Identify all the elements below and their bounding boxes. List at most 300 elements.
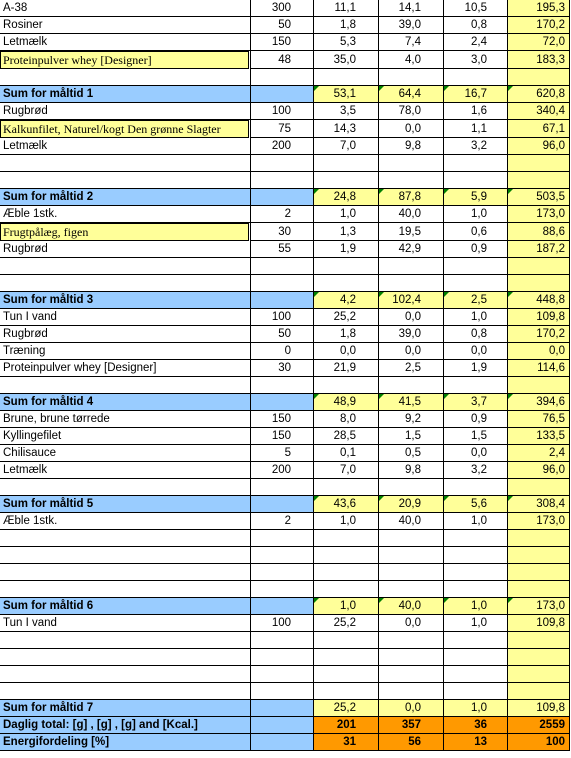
kcal-cell[interactable] — [508, 530, 570, 547]
fat-cell[interactable]: 0,0 — [444, 445, 508, 462]
food-name-cell[interactable]: Sum for måltid 1 — [0, 86, 250, 103]
fat-cell[interactable] — [444, 632, 508, 649]
fat-cell[interactable] — [444, 479, 508, 496]
fat-cell[interactable]: 0,8 — [444, 17, 508, 34]
food-name-cell[interactable]: Tun I vand — [0, 309, 250, 326]
fat-cell[interactable]: 1,0 — [444, 309, 508, 326]
food-name-cell[interactable] — [0, 258, 250, 275]
meal-sum-row — [0, 598, 571, 615]
amount-cell[interactable]: 300 — [250, 0, 314, 17]
kcal-cell[interactable]: 173,0 — [508, 206, 570, 223]
kcal-cell[interactable]: 173,0 — [508, 513, 570, 530]
food-name-cell[interactable]: Kyllingefilet — [0, 428, 250, 445]
food-row — [0, 103, 571, 120]
food-row — [0, 615, 571, 632]
food-row — [0, 343, 571, 360]
amount-cell[interactable]: 30 — [250, 360, 314, 377]
protein-cell[interactable]: 31 — [314, 734, 379, 751]
kcal-cell[interactable] — [508, 666, 570, 683]
food-name-cell[interactable] — [0, 275, 250, 292]
carb-cell[interactable]: 40,0 — [379, 598, 444, 615]
carb-cell[interactable]: 14,1 — [379, 0, 444, 17]
empty-row — [0, 530, 571, 547]
kcal-cell[interactable]: 96,0 — [508, 462, 570, 479]
amount-cell[interactable] — [250, 700, 314, 717]
fat-cell[interactable]: 1,0 — [444, 206, 508, 223]
food-name-cell[interactable] — [0, 547, 250, 564]
kcal-cell[interactable] — [508, 155, 570, 172]
food-row — [0, 0, 571, 17]
carb-cell[interactable] — [379, 581, 444, 598]
food-name-cell[interactable]: Æble 1stk. — [0, 513, 250, 530]
carb-cell[interactable]: 1,5 — [379, 428, 444, 445]
kcal-cell[interactable] — [508, 172, 570, 189]
amount-cell[interactable]: 100 — [250, 615, 314, 632]
amount-cell[interactable]: 150 — [250, 34, 314, 51]
food-row — [0, 326, 571, 343]
meal-sum-row — [0, 189, 571, 206]
fat-cell[interactable]: 1,6 — [444, 103, 508, 120]
carb-cell[interactable] — [379, 666, 444, 683]
carb-cell[interactable]: 87,8 — [379, 189, 444, 206]
protein-cell[interactable]: 14,3 — [314, 120, 379, 138]
fat-cell[interactable] — [444, 155, 508, 172]
carb-cell[interactable]: 20,9 — [379, 496, 444, 513]
amount-cell[interactable] — [250, 717, 314, 734]
protein-cell[interactable]: 4,2 — [314, 292, 379, 309]
food-name-cell[interactable]: Sum for måltid 3 — [0, 292, 250, 309]
protein-cell[interactable] — [314, 530, 379, 547]
kcal-cell[interactable] — [508, 479, 570, 496]
fat-cell[interactable] — [444, 649, 508, 666]
protein-cell[interactable] — [314, 275, 379, 292]
food-name-cell[interactable]: Rosiner — [0, 17, 250, 34]
empty-row — [0, 172, 571, 189]
fat-cell[interactable]: 1,0 — [444, 700, 508, 717]
food-name-cell[interactable] — [0, 530, 250, 547]
kcal-cell[interactable]: 308,4 — [508, 496, 570, 513]
food-name-cell[interactable] — [0, 172, 250, 189]
kcal-cell[interactable] — [508, 377, 570, 394]
carb-cell[interactable]: 2,5 — [379, 360, 444, 377]
amount-cell[interactable] — [250, 530, 314, 547]
food-row — [0, 241, 571, 258]
protein-cell[interactable] — [314, 666, 379, 683]
carb-cell[interactable]: 39,0 — [379, 17, 444, 34]
fat-cell[interactable]: 5,9 — [444, 189, 508, 206]
food-name-cell[interactable] — [0, 632, 250, 649]
kcal-cell[interactable]: 187,2 — [508, 241, 570, 258]
protein-cell[interactable] — [314, 172, 379, 189]
kcal-cell[interactable]: 0,0 — [508, 343, 570, 360]
amount-cell[interactable] — [250, 598, 314, 615]
kcal-cell[interactable]: 67,1 — [508, 120, 570, 138]
fat-cell[interactable]: 0,0 — [444, 343, 508, 360]
amount-cell[interactable] — [250, 394, 314, 411]
amount-cell[interactable] — [250, 86, 314, 103]
protein-cell[interactable] — [314, 377, 379, 394]
carb-cell[interactable]: 9,8 — [379, 138, 444, 155]
food-name-cell[interactable]: Energifordeling [%] — [0, 734, 250, 751]
protein-cell[interactable]: 5,3 — [314, 34, 379, 51]
carb-cell[interactable]: 19,5 — [379, 223, 444, 241]
amount-cell[interactable] — [250, 258, 314, 275]
fat-cell[interactable] — [444, 666, 508, 683]
fat-cell[interactable] — [444, 69, 508, 86]
carb-cell[interactable]: 40,0 — [379, 206, 444, 223]
amount-cell[interactable] — [250, 496, 314, 513]
carb-cell[interactable] — [379, 275, 444, 292]
protein-cell[interactable]: 7,0 — [314, 462, 379, 479]
kcal-cell[interactable] — [508, 258, 570, 275]
amount-cell[interactable]: 0 — [250, 343, 314, 360]
carb-cell[interactable] — [379, 69, 444, 86]
carb-cell[interactable] — [379, 172, 444, 189]
fat-cell[interactable] — [444, 581, 508, 598]
protein-cell[interactable]: 25,2 — [314, 615, 379, 632]
protein-cell[interactable] — [314, 547, 379, 564]
kcal-cell[interactable]: 183,3 — [508, 51, 570, 69]
food-row — [0, 34, 571, 51]
carb-cell[interactable]: 102,4 — [379, 292, 444, 309]
kcal-cell[interactable]: 340,4 — [508, 103, 570, 120]
carb-cell[interactable]: 41,5 — [379, 394, 444, 411]
protein-cell[interactable]: 8,0 — [314, 411, 379, 428]
fat-cell[interactable]: 0,6 — [444, 223, 508, 241]
carb-cell[interactable]: 7,4 — [379, 34, 444, 51]
protein-cell[interactable]: 28,5 — [314, 428, 379, 445]
amount-cell[interactable] — [250, 377, 314, 394]
food-name-cell[interactable] — [0, 564, 250, 581]
carb-cell[interactable] — [379, 649, 444, 666]
amount-cell[interactable] — [250, 632, 314, 649]
total-row — [0, 734, 571, 751]
fat-cell[interactable]: 3,2 — [444, 138, 508, 155]
carb-cell[interactable]: 0,0 — [379, 343, 444, 360]
amount-cell[interactable] — [250, 155, 314, 172]
amount-cell[interactable] — [250, 683, 314, 700]
empty-row — [0, 632, 571, 649]
amount-cell[interactable]: 75 — [250, 120, 314, 138]
carb-cell[interactable] — [379, 258, 444, 275]
carb-cell[interactable]: 78,0 — [379, 103, 444, 120]
kcal-cell[interactable] — [508, 683, 570, 700]
fat-cell[interactable]: 1,5 — [444, 428, 508, 445]
kcal-cell[interactable]: 109,8 — [508, 615, 570, 632]
carb-cell[interactable] — [379, 564, 444, 581]
meal-sum-row — [0, 86, 571, 103]
food-name-cell[interactable] — [0, 649, 250, 666]
fat-cell[interactable]: 1,0 — [444, 615, 508, 632]
amount-cell[interactable] — [250, 275, 314, 292]
food-row — [0, 445, 571, 462]
food-name-cell[interactable]: Daglig total: [g] , [g] , [g] and [Kcal.] — [0, 717, 250, 734]
food-name-cell[interactable]: Rugbrød — [0, 326, 250, 343]
protein-cell[interactable]: 1,0 — [314, 206, 379, 223]
kcal-cell[interactable] — [508, 547, 570, 564]
protein-cell[interactable]: 53,1 — [314, 86, 379, 103]
food-row — [0, 51, 571, 69]
protein-cell[interactable] — [314, 632, 379, 649]
amount-cell[interactable] — [250, 172, 314, 189]
kcal-cell[interactable]: 114,6 — [508, 360, 570, 377]
carb-cell[interactable]: 0,0 — [379, 120, 444, 138]
carb-cell[interactable] — [379, 683, 444, 700]
amount-cell[interactable] — [250, 666, 314, 683]
protein-cell[interactable] — [314, 69, 379, 86]
amount-cell[interactable]: 55 — [250, 241, 314, 258]
food-name-cell[interactable]: Brune, brune tørrede — [0, 411, 250, 428]
fat-cell[interactable]: 2,4 — [444, 34, 508, 51]
protein-cell[interactable]: 25,2 — [314, 700, 379, 717]
kcal-cell[interactable]: 76,5 — [508, 411, 570, 428]
protein-cell[interactable]: 1,0 — [314, 598, 379, 615]
food-name-cell[interactable]: Proteinpulver whey [Designer] — [0, 360, 250, 377]
protein-cell[interactable]: 1,8 — [314, 17, 379, 34]
kcal-cell[interactable]: 195,3 — [508, 0, 570, 17]
kcal-cell[interactable]: 133,5 — [508, 428, 570, 445]
protein-cell[interactable] — [314, 581, 379, 598]
food-row — [0, 120, 571, 138]
fat-cell[interactable] — [444, 683, 508, 700]
empty-row — [0, 377, 571, 394]
fat-cell[interactable]: 1,0 — [444, 513, 508, 530]
carb-cell[interactable]: 40,0 — [379, 513, 444, 530]
protein-cell[interactable] — [314, 258, 379, 275]
protein-cell[interactable]: 7,0 — [314, 138, 379, 155]
fat-cell[interactable]: 13 — [444, 734, 508, 751]
fat-cell[interactable]: 3,7 — [444, 394, 508, 411]
fat-cell[interactable] — [444, 258, 508, 275]
food-name-cell[interactable] — [0, 377, 250, 394]
food-name-cell[interactable] — [0, 155, 250, 172]
carb-cell[interactable]: 0,5 — [379, 445, 444, 462]
fat-cell[interactable]: 16,7 — [444, 86, 508, 103]
protein-cell[interactable]: 25,2 — [314, 309, 379, 326]
protein-cell[interactable]: 35,0 — [314, 51, 379, 69]
protein-cell[interactable]: 0,1 — [314, 445, 379, 462]
carb-cell[interactable] — [379, 547, 444, 564]
amount-cell[interactable]: 2 — [250, 206, 314, 223]
food-name-cell[interactable]: Sum for måltid 5 — [0, 496, 250, 513]
kcal-cell[interactable]: 72,0 — [508, 34, 570, 51]
amount-cell[interactable] — [250, 734, 314, 751]
carb-cell[interactable]: 357 — [379, 717, 444, 734]
fat-cell[interactable]: 3,2 — [444, 462, 508, 479]
kcal-cell[interactable]: 448,8 — [508, 292, 570, 309]
kcal-cell[interactable]: 96,0 — [508, 138, 570, 155]
carb-cell[interactable] — [379, 155, 444, 172]
empty-row — [0, 69, 571, 86]
protein-cell[interactable]: 24,8 — [314, 189, 379, 206]
food-row — [0, 411, 571, 428]
carb-cell[interactable]: 4,0 — [379, 51, 444, 69]
carb-cell[interactable] — [379, 479, 444, 496]
food-name-cell[interactable]: Sum for måltid 7 — [0, 700, 250, 717]
protein-cell[interactable]: 1,8 — [314, 326, 379, 343]
food-name-cell[interactable]: Frugtpålæg, figen — [0, 223, 249, 241]
food-name-cell[interactable]: Sum for måltid 6 — [0, 598, 250, 615]
kcal-cell[interactable]: 100 — [508, 734, 570, 751]
carb-cell[interactable]: 9,2 — [379, 411, 444, 428]
empty-row — [0, 547, 571, 564]
meal-sum-row — [0, 292, 571, 309]
amount-cell[interactable] — [250, 547, 314, 564]
food-row — [0, 462, 571, 479]
fat-cell[interactable] — [444, 172, 508, 189]
amount-cell[interactable]: 100 — [250, 103, 314, 120]
fat-cell[interactable]: 0,9 — [444, 411, 508, 428]
fat-cell[interactable]: 2,5 — [444, 292, 508, 309]
food-name-cell[interactable]: Rugbrød — [0, 241, 250, 258]
amount-cell[interactable] — [250, 69, 314, 86]
amount-cell[interactable]: 5 — [250, 445, 314, 462]
food-name-cell[interactable]: Sum for måltid 4 — [0, 394, 250, 411]
fat-cell[interactable]: 36 — [444, 717, 508, 734]
food-name-cell[interactable] — [0, 581, 250, 598]
carb-cell[interactable]: 0,0 — [379, 309, 444, 326]
kcal-cell[interactable]: 109,8 — [508, 700, 570, 717]
fat-cell[interactable] — [444, 275, 508, 292]
fat-cell[interactable]: 0,8 — [444, 326, 508, 343]
fat-cell[interactable]: 10,5 — [444, 0, 508, 17]
fat-cell[interactable]: 1,0 — [444, 598, 508, 615]
carb-cell[interactable]: 64,4 — [379, 86, 444, 103]
amount-cell[interactable] — [250, 564, 314, 581]
food-name-cell[interactable]: Letmælk — [0, 462, 250, 479]
kcal-cell[interactable]: 2,4 — [508, 445, 570, 462]
food-row — [0, 223, 571, 241]
meal-sum-row — [0, 394, 571, 411]
food-name-cell[interactable]: Proteinpulver whey [Designer] — [0, 51, 249, 69]
empty-row — [0, 275, 571, 292]
kcal-cell[interactable] — [508, 275, 570, 292]
amount-cell[interactable] — [250, 189, 314, 206]
food-name-cell[interactable] — [0, 479, 250, 496]
amount-cell[interactable]: 200 — [250, 138, 314, 155]
protein-cell[interactable]: 3,5 — [314, 103, 379, 120]
food-name-cell[interactable]: Træning — [0, 343, 250, 360]
protein-cell[interactable]: 11,1 — [314, 0, 379, 17]
carb-cell[interactable]: 56 — [379, 734, 444, 751]
fat-cell[interactable]: 5,6 — [444, 496, 508, 513]
kcal-cell[interactable]: 2559 — [508, 717, 570, 734]
food-name-cell[interactable]: Letmælk — [0, 34, 250, 51]
protein-cell[interactable]: 21,9 — [314, 360, 379, 377]
kcal-cell[interactable]: 170,2 — [508, 326, 570, 343]
carb-cell[interactable]: 0,0 — [379, 615, 444, 632]
amount-cell[interactable] — [250, 649, 314, 666]
amount-cell[interactable]: 2 — [250, 513, 314, 530]
carb-cell[interactable]: 39,0 — [379, 326, 444, 343]
fat-cell[interactable]: 3,0 — [444, 51, 508, 69]
kcal-cell[interactable]: 394,6 — [508, 394, 570, 411]
total-row — [0, 717, 571, 734]
protein-cell[interactable] — [314, 564, 379, 581]
carb-cell[interactable]: 9,8 — [379, 462, 444, 479]
protein-cell[interactable] — [314, 683, 379, 700]
food-name-cell[interactable]: Rugbrød — [0, 103, 250, 120]
fat-cell[interactable] — [444, 377, 508, 394]
food-name-cell[interactable]: A-38 — [0, 0, 250, 17]
food-row — [0, 360, 571, 377]
food-row — [0, 17, 571, 34]
protein-cell[interactable]: 48,9 — [314, 394, 379, 411]
food-name-cell[interactable] — [0, 666, 250, 683]
amount-cell[interactable]: 150 — [250, 428, 314, 445]
protein-cell[interactable]: 43,6 — [314, 496, 379, 513]
kcal-cell[interactable] — [508, 649, 570, 666]
amount-cell[interactable] — [250, 479, 314, 496]
amount-cell[interactable]: 48 — [250, 51, 314, 69]
kcal-cell[interactable] — [508, 581, 570, 598]
food-name-cell[interactable]: Kalkunfilet, Naturel/kogt Den grønne Slagter — [0, 120, 249, 138]
protein-cell[interactable]: 1,9 — [314, 241, 379, 258]
kcal-cell[interactable] — [508, 69, 570, 86]
food-row — [0, 138, 571, 155]
food-name-cell[interactable]: Tun I vand — [0, 615, 250, 632]
amount-cell[interactable] — [250, 581, 314, 598]
food-name-cell[interactable]: Letmælk — [0, 138, 250, 155]
food-row — [0, 206, 571, 223]
empty-row — [0, 581, 571, 598]
amount-cell[interactable]: 150 — [250, 411, 314, 428]
protein-cell[interactable]: 201 — [314, 717, 379, 734]
meal-sum-row — [0, 700, 571, 717]
food-name-cell[interactable]: Æble 1stk. — [0, 206, 250, 223]
fat-cell[interactable] — [444, 530, 508, 547]
carb-cell[interactable]: 0,0 — [379, 700, 444, 717]
fat-cell[interactable]: 1,9 — [444, 360, 508, 377]
carb-cell[interactable] — [379, 377, 444, 394]
kcal-cell[interactable]: 173,0 — [508, 598, 570, 615]
fat-cell[interactable]: 1,1 — [444, 120, 508, 138]
protein-cell[interactable] — [314, 649, 379, 666]
kcal-cell[interactable] — [508, 564, 570, 581]
protein-cell[interactable]: 0,0 — [314, 343, 379, 360]
amount-cell[interactable]: 30 — [250, 223, 314, 241]
empty-row — [0, 666, 571, 683]
fat-cell[interactable]: 0,9 — [444, 241, 508, 258]
fat-cell[interactable] — [444, 564, 508, 581]
protein-cell[interactable] — [314, 479, 379, 496]
carb-cell[interactable]: 42,9 — [379, 241, 444, 258]
carb-cell[interactable] — [379, 632, 444, 649]
food-name-cell[interactable]: Sum for måltid 2 — [0, 189, 250, 206]
amount-cell[interactable]: 200 — [250, 462, 314, 479]
carb-cell[interactable] — [379, 530, 444, 547]
amount-cell[interactable]: 50 — [250, 326, 314, 343]
food-name-cell[interactable]: Chilisauce — [0, 445, 250, 462]
kcal-cell[interactable]: 109,8 — [508, 309, 570, 326]
empty-row — [0, 649, 571, 666]
food-name-cell[interactable] — [0, 683, 250, 700]
protein-cell[interactable]: 1,3 — [314, 223, 379, 241]
kcal-cell[interactable] — [508, 632, 570, 649]
protein-cell[interactable]: 1,0 — [314, 513, 379, 530]
protein-cell[interactable] — [314, 155, 379, 172]
empty-row — [0, 155, 571, 172]
amount-cell[interactable]: 50 — [250, 17, 314, 34]
food-name-cell[interactable] — [0, 69, 250, 86]
kcal-cell[interactable]: 88,6 — [508, 223, 570, 241]
kcal-cell[interactable]: 503,5 — [508, 189, 570, 206]
fat-cell[interactable] — [444, 547, 508, 564]
kcal-cell[interactable]: 620,8 — [508, 86, 570, 103]
amount-cell[interactable] — [250, 292, 314, 309]
amount-cell[interactable]: 100 — [250, 309, 314, 326]
kcal-cell[interactable]: 170,2 — [508, 17, 570, 34]
